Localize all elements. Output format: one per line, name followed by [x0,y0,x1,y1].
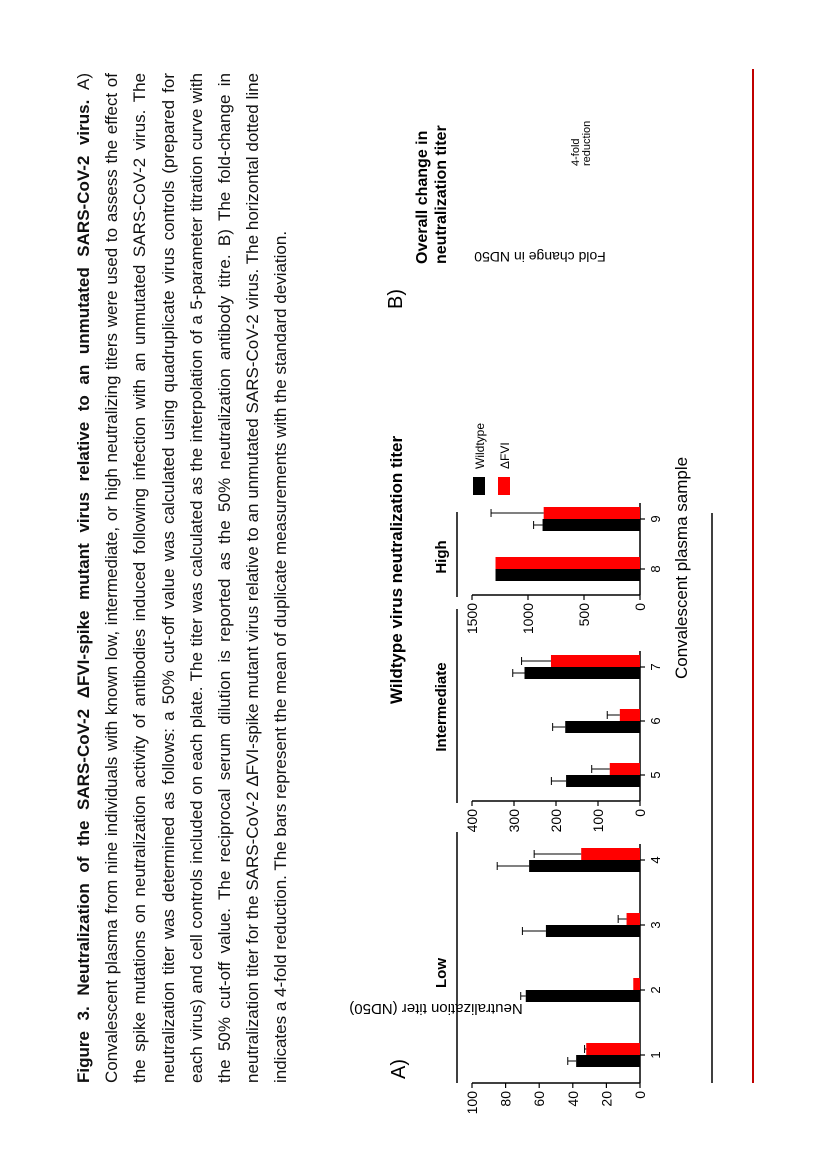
y-tick-label: 500 [576,603,592,627]
caption-body: A) Convalescent plasma from nine individuals with known low, intermediate, or high neutralizing titers were used to assess the effect of the spike mutations on neutralization activity of antibodies induced following infection with an unmutated SARS-CoV-2 virus. The neutralization titer was determined as follows: a 50% cut-off value was calculated using quadruplicate virus controls (prepared for each virus) and cell controls included on each plate. The titer was calculated as the interpolation of a 5-parameter titration curve with the 50% cut-off value. The reciprocal serum dilution is reported as the 50% neutralization antibody titre. B) The fold-change in neutralization titer for the SARS-CoV-2 ΔFVI-spike mutant virus relative to an unmutated SARS-CoV-2 virus. The horizontal dotted line indicates a 4-fold reduction. The bars represent the mean of duplicate measurements with the standard deviation. [74,73,291,1083]
y-tick-label: 400 [464,809,480,833]
panel-a-xlabel: Convalescent plasma sample [672,456,691,679]
bar-wildtype-5 [566,775,640,787]
panel-b-title-line1: Overall change in [414,130,431,264]
y-tick-label: 1000 [520,603,536,635]
annotation-line2: reduction [581,120,593,166]
bar-wildtype-4 [529,860,640,872]
legend-label-dfvi: ΔFVI [498,442,512,469]
panel-b-title-line2: neutralization titer [433,125,450,264]
bar-dfvi-7 [551,655,640,667]
bar-wildtype-1 [576,1055,640,1067]
bar-dfvi-2 [633,978,640,990]
x-tick-label: 4 [648,856,663,864]
y-tick-label: 200 [548,809,564,833]
legend-swatch-wildtype [473,477,485,495]
legend-swatch-dfvi [498,477,510,495]
y-tick-label: 0 [632,1091,648,1099]
panel-a-title: Wildtype virus neutralization titer [387,435,406,704]
x-tick-label: 8 [648,565,663,573]
y-tick-label: 40 [564,1091,581,1107]
caption-bold-lead: Figure 3. Neutralization of the SARS-CoV-2 ΔFVI-spike mutant virus relative to an unmutated SARS-CoV-2 virus. [74,99,93,1083]
y-tick-label: 0 [632,603,648,611]
panel-a-ylabel: Neutralization titer (ND50) [349,1000,523,1017]
panel-a-chart [464,503,663,1114]
x-tick-label: 5 [648,771,663,779]
legend-label-wildtype: Wildtype [473,422,487,469]
y-tick-label: 100 [590,809,606,833]
bar-wildtype-3 [546,925,640,937]
panel-b-label: B) [385,289,407,309]
bar-dfvi-3 [627,913,640,925]
bar-dfvi-5 [610,763,640,775]
bar-dfvi-8 [496,557,640,569]
bar-wildtype-2 [526,990,640,1002]
y-tick-label: 80 [497,1091,514,1107]
bar-wildtype-9 [543,519,640,531]
y-tick-label: 300 [506,809,522,833]
bar-wildtype-8 [496,569,640,581]
group-label-high: High [433,540,450,574]
x-tick-label: 1 [648,1051,663,1059]
panel-a-label: A) [388,1059,410,1079]
bar-wildtype-7 [525,667,641,679]
y-tick-label: 20 [598,1091,615,1107]
group-label-intermediate: Intermediate [433,662,450,752]
bar-dfvi-6 [620,709,640,721]
bar-wildtype-6 [565,721,640,733]
x-tick-label: 7 [648,663,663,671]
y-tick-label: 0 [632,809,648,817]
panel-b-ylabel: Fold change in ND50 [474,249,606,265]
group-label-low: Low [433,958,450,988]
y-tick-label: 60 [531,1091,548,1107]
annotation-line1: 4-fold [570,138,582,166]
x-tick-label: 9 [648,515,663,523]
x-tick-label: 3 [648,921,663,929]
x-tick-label: 2 [648,986,663,994]
bar-dfvi-4 [581,848,640,860]
page-rule [752,69,754,1083]
bar-dfvi-9 [544,507,640,519]
bar-dfvi-1 [586,1043,640,1055]
x-tick-label: 6 [648,717,663,725]
y-tick-label: 100 [464,1091,480,1115]
y-tick-label: 1500 [464,603,480,635]
